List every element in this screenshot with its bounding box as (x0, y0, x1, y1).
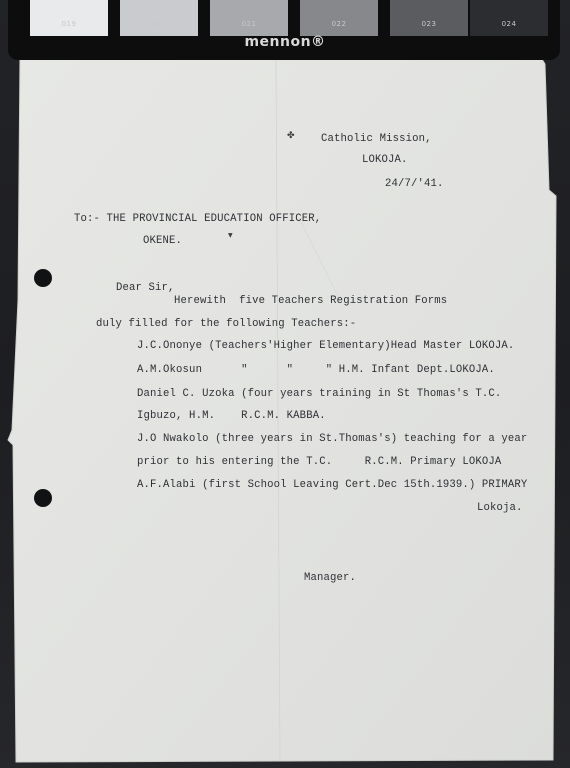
ink-dot: ▼ (228, 232, 233, 239)
body-line-2: duly filled for the following Teachers:- (96, 318, 357, 330)
patch-number: 024 (501, 20, 517, 28)
gray-patch (300, 0, 378, 36)
body-line-1: Herewith five Teachers Registration Forms (174, 295, 448, 307)
gray-patch (390, 0, 468, 36)
patch-number: 023 (421, 20, 437, 28)
teacher-line: Igbuzo, H.M. R.C.M. KABBA. (137, 410, 326, 422)
teacher-line: J.C.Ononye (Teachers'Higher Elementary)Head Master LOKOJA. (137, 340, 515, 352)
punch-hole-top (34, 269, 52, 287)
teacher-line: A.M.Okosun " " " H.M. Infant Dept.LOKOJA. (137, 364, 495, 376)
brand-logo: mennon® (244, 34, 326, 50)
patch-number: 020 (151, 20, 167, 28)
patch-number: 019 (61, 20, 77, 28)
gray-patch (470, 0, 548, 36)
ink-mark: ✤ (287, 131, 295, 141)
teacher-line: A.F.Alabi (first School Leaving Cert.Dec 15th.1939.) PRIMARY (137, 479, 528, 491)
salutation: Dear Sir, (116, 282, 175, 294)
teacher-line: prior to his entering the T.C. R.C.M. Primary LOKOJA (137, 456, 502, 468)
patch-number: 022 (331, 20, 347, 28)
sender-address-line2: LOKOJA. (362, 154, 408, 166)
sender-address-line1: Catholic Mission, (321, 133, 432, 145)
recipient-line: To:- THE PROVINCIAL EDUCATION OFFICER, (74, 213, 322, 225)
recipient-place: OKENE. (143, 235, 183, 247)
teacher-line: Daniel C. Uzoka (four years training in St Thomas's T.C. (137, 388, 502, 400)
gray-patch (120, 0, 198, 36)
gray-patch (30, 0, 108, 36)
teacher-line: J.O Nwakolo (three years in St.Thomas's) teaching for a year (137, 433, 528, 445)
patch-number: 021 (241, 20, 257, 28)
letter-date: 24/7/'41. (385, 178, 444, 190)
gray-patch (210, 0, 288, 36)
teacher-line: Lokoja. (477, 502, 523, 514)
punch-hole-bottom (34, 489, 52, 507)
color-calibration-target (8, 0, 560, 60)
signature-line: Manager. (304, 572, 357, 584)
